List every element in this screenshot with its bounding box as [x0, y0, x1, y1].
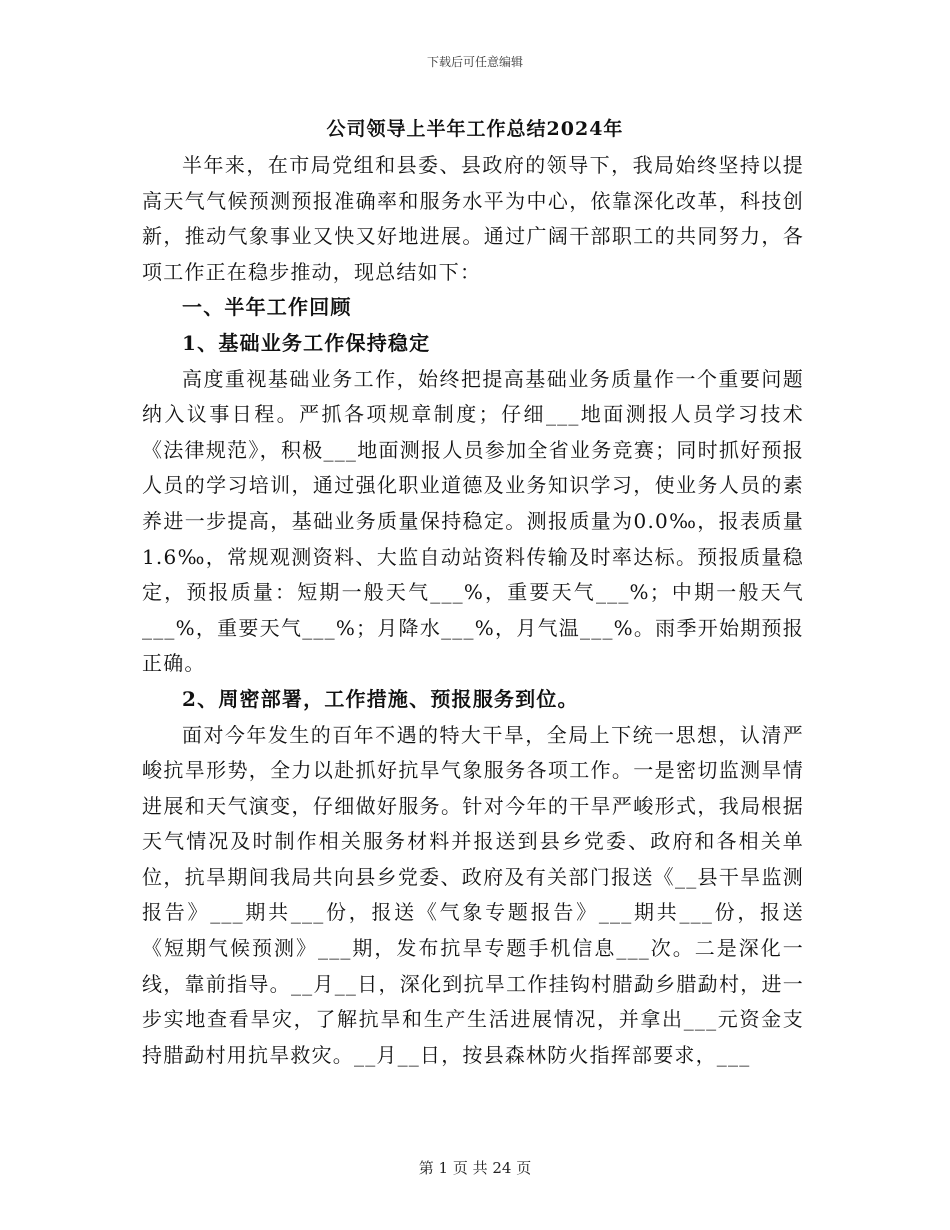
page-header-note: 下载后可任意编辑	[426, 55, 523, 69]
document-body	[142, 148, 804, 1073]
basic-business-paragraph: 高度重视基础业务工作，始终把提高基础业务质量作一个重要问题纳入议事日程。严抓各项规章制度；仔细___地面测报人员学习技术《法律规范》，积极___地面测报人员参加全省业务竞赛；同时抓好预报人员的学习培训，通过强化职业道德及业务知识学习，使业务人员的素养进一步提高，基础业务质量保持稳定。测报质量为0.0‰，报表质量1.6‰，常规观测资料、大监自动站资料传输及时率达标。预报质量稳定，预报质量：短期一般天气___%，重要天气___%；中期一般天气___%，重要天气___%；月降水___%，月气温___%。雨季开始期预报正确。	[142, 366, 804, 676]
drought-service-paragraph: 面对今年发生的百年不遇的特大干旱，全局上下统一思想，认清严峻抗旱形势，全力以赴抓好抗旱气象服务各项工作。一是密切监测旱情进展和天气演变，仔细做好服务。针对今年的干旱严峻形式，我局根据天气情况及时制作相关服务材料并报送到县乡党委、政府和各相关单位，抗旱期间我局共向县乡党委、政府及有关部门报送《__县干旱监测报告》___期共___份，报送《气象专题报告》___期共___份，报送《短期气候预测》___期，发布抗旱专题手机信息___次。二是深化一线，靠前指导。__月__日，深化到抗旱工作挂钩村腊勐乡腊勐村，进一步实地查看旱灾，了解抗旱和生产生活进展情况，并拿出___元资金支持腊勐村用抗旱救灾。__月__日，按县森林防火指挥部要求，___	[142, 722, 804, 1067]
section-heading-review: 一、半年工作回顾	[182, 295, 352, 320]
page-footer-number: 第 1 页 共 24 页	[418, 1159, 532, 1177]
intro-paragraph: 半年来，在市局党组和县委、县政府的领导下，我局始终坚持以提高天气气候预测预报准确率和服务水平为中心，依靠深化改革，科技创新，推动气象事业又快又好地进展。通过广阔干部职工的共同努力，各项工作正在稳步推动，现总结如下：	[142, 153, 804, 284]
subsection-heading-deployment: 2、周密部署，工作措施、预报服务到位。	[182, 686, 579, 711]
document-title: 公司领导上半年工作总结2024年	[326, 118, 624, 140]
subsection-heading-basic-business: 1、基础业务工作保持稳定	[182, 330, 431, 355]
